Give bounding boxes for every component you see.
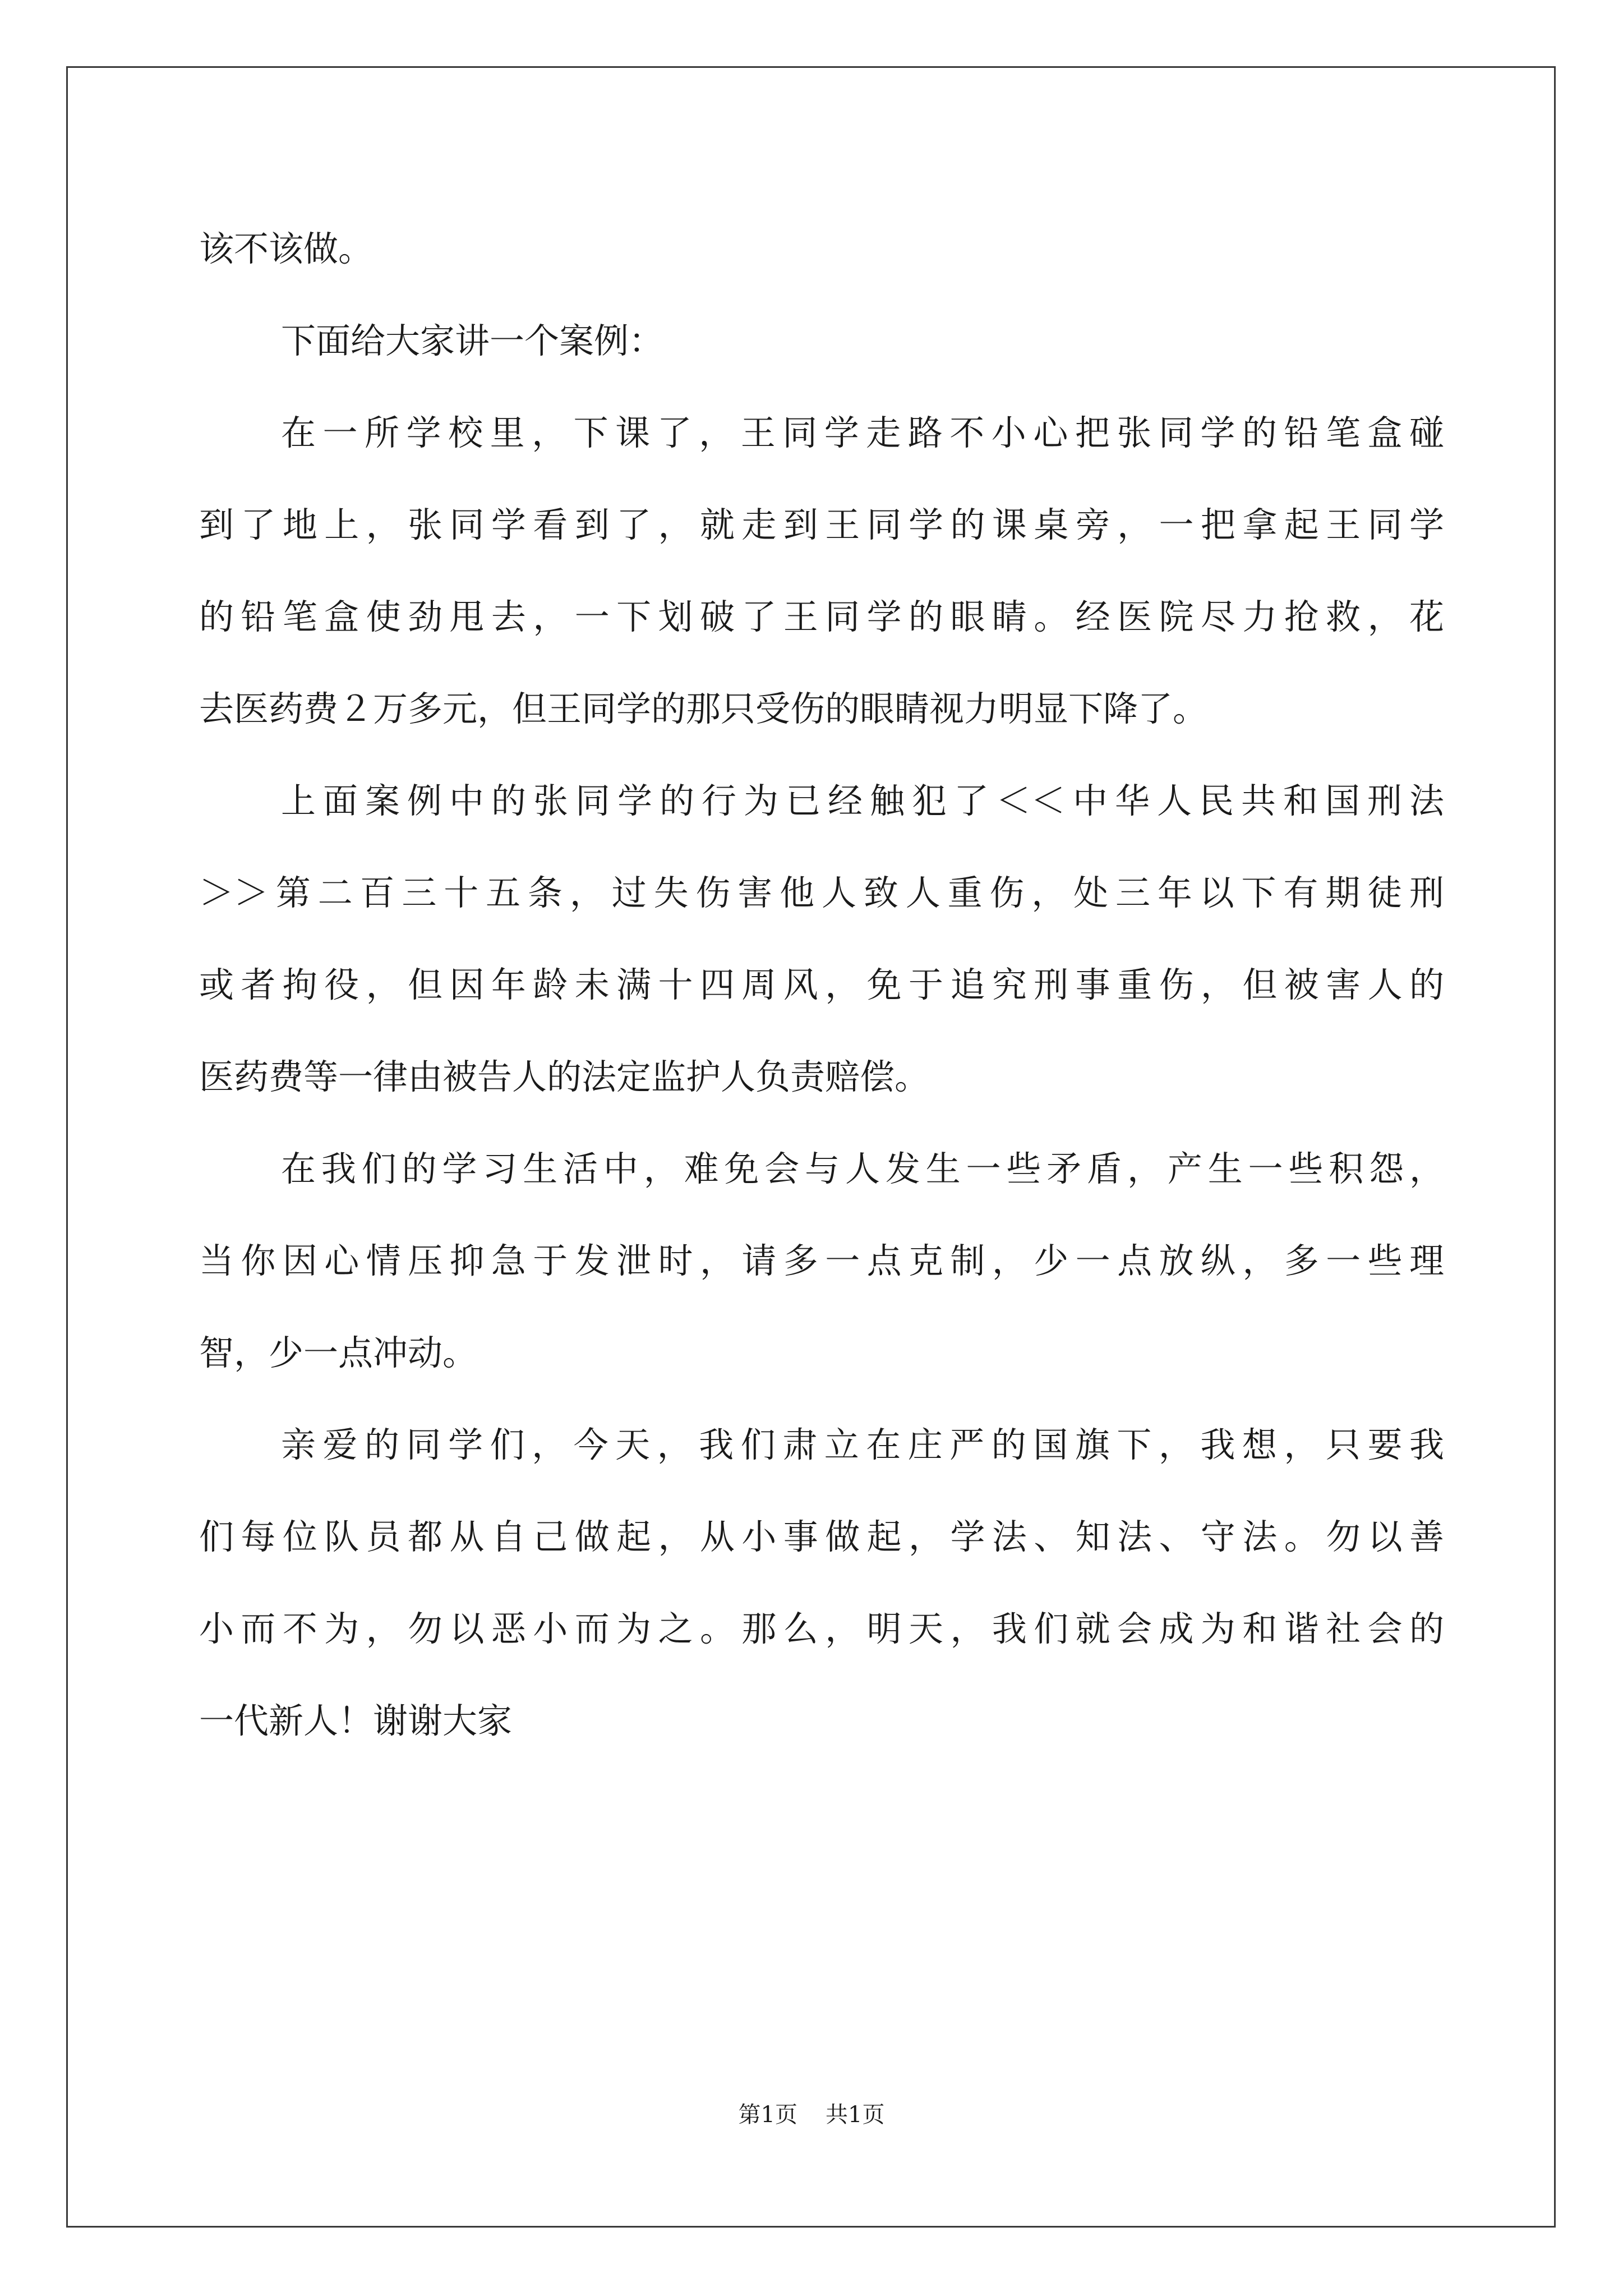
text-line: 或者拘役，但因年龄未满十四周风，免于追究刑事重伤，但被害人的 (199, 964, 1444, 1005)
text-line: 小而不为，勿以恶小而为之。那么，明天，我们就会成为和谐社会的 (199, 1608, 1444, 1649)
page-number: 第1页 (738, 2102, 797, 2128)
text-line: 医药费等一律由被告人的法定监护人负责赔偿。 (199, 1056, 930, 1097)
text-line: 的铅笔盒使劲甩去，一下划破了王同学的眼睛。经医院尽力抢救，花 (199, 596, 1444, 637)
text-line: 下面给大家讲一个案例： (281, 320, 664, 361)
text-line: 上面案例中的张同学的行为已经触犯了＜＜中华人民共和国刑法 (281, 780, 1444, 821)
text-line: 亲爱的同学们，今天，我们肃立在庄严的国旗下，我想，只要我 (281, 1424, 1444, 1465)
text-line: 智，少一点冲动。 (199, 1332, 478, 1373)
text-line: 去医药费２万多元，但王同学的那只受伤的眼睛视力明显下降了。 (199, 688, 1208, 729)
text-line: 在一所学校里，下课了，王同学走路不小心把张同学的铅笔盒碰 (281, 412, 1444, 453)
page-footer (0, 2098, 1623, 2132)
text-line: 到了地上，张同学看到了，就走到王同学的课桌旁，一把拿起王同学 (199, 504, 1444, 545)
text-line: 们每位队员都从自己做起，从小事做起，学法、知法、守法。勿以善 (199, 1516, 1444, 1557)
document-body (199, 203, 1444, 1767)
page-total: 共1页 (826, 2102, 885, 2128)
text-line: ＞＞第二百三十五条，过失伤害他人致人重伤，处三年以下有期徒刑 (199, 872, 1444, 913)
text-line: 在我们的学习生活中，难免会与人发生一些矛盾，产生一些积怨， (281, 1148, 1444, 1189)
text-line: 当你因心情压抑急于发泄时，请多一点克制，少一点放纵，多一些理 (199, 1240, 1444, 1281)
text-line: 一代新人！谢谢大家 (199, 1700, 513, 1741)
text-line: 该不该做。 (199, 228, 374, 269)
